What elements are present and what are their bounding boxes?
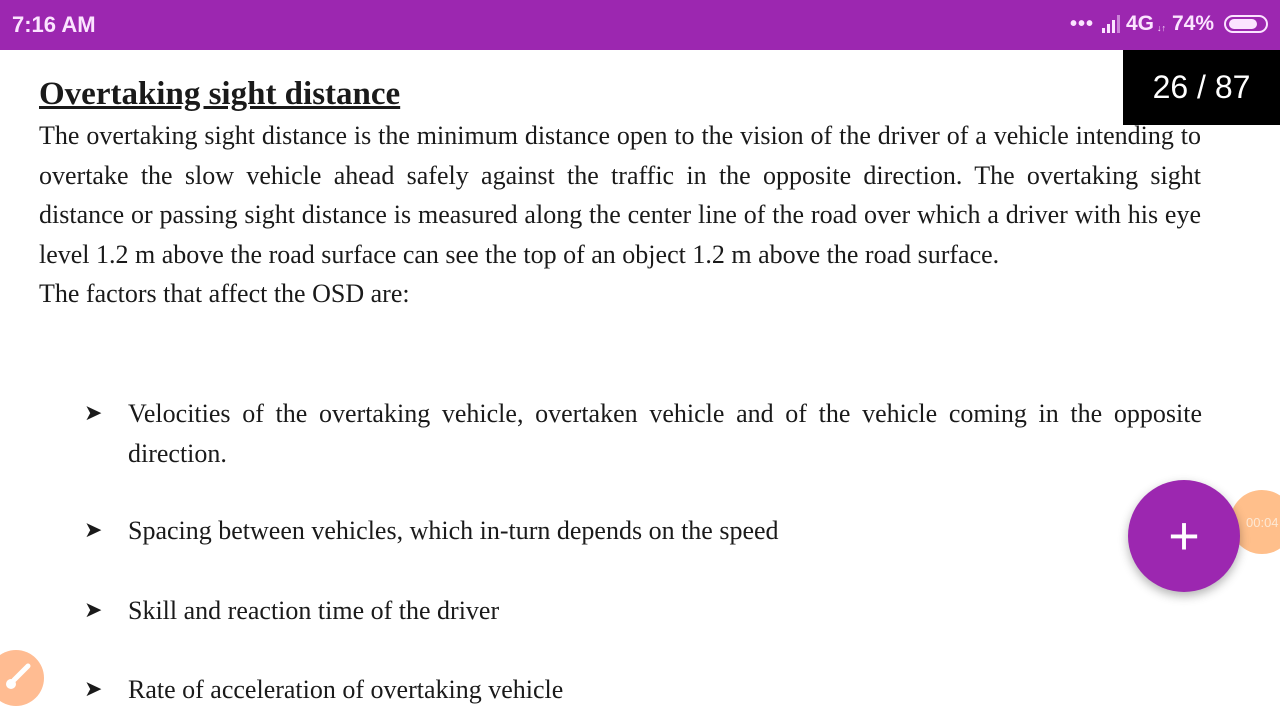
status-icons — [1070, 12, 1268, 36]
arrow-bullet-icon: ➤ — [84, 597, 103, 623]
data-activity-icon: ↓↑ — [1156, 23, 1166, 33]
screen-recorder-bubble[interactable]: 00:04 — [1230, 490, 1280, 554]
document-page — [39, 72, 1201, 314]
battery-icon — [1224, 15, 1268, 33]
clock: 7:16 AM — [12, 12, 96, 37]
network-type: 4G — [1125, 12, 1154, 35]
paint-brush-icon — [2, 662, 34, 694]
more-notifications-icon: ••• — [1069, 12, 1094, 35]
list-item-text: Velocities of the overtaking vehicle, overtaken vehicle and of the vehicle coming in the opposite direction. — [128, 399, 1202, 468]
list-item — [84, 511, 1202, 551]
battery-percent: 74% — [1171, 12, 1214, 35]
list-item — [84, 591, 1202, 631]
list-item-text: Rate of acceleration of overtaking vehicle — [128, 675, 564, 705]
brush-tool-bubble[interactable] — [0, 650, 44, 706]
status-bar — [0, 0, 1280, 50]
list-item-text: Skill and reaction time of the driver — [128, 595, 500, 625]
arrow-bullet-icon: ➤ — [84, 401, 103, 426]
section-title: Overtaking sight distance — [39, 76, 401, 112]
arrow-bullet-icon: ➤ — [84, 518, 103, 544]
factors-list — [84, 394, 1202, 710]
arrow-bullet-icon: ➤ — [84, 677, 103, 703]
add-fab-button[interactable]: + — [1128, 480, 1240, 592]
factors-intro: The factors that affect the OSD are: — [39, 279, 410, 309]
list-item — [84, 394, 1202, 473]
definition-paragraph: The overtaking sight distance is the minimum distance open to the vision of the driver of a vehicle intending to overtake the slow vehicle ahead safely against the traffic in the opposite direction. The overtaking sight distance or passing sight distance is measured along the center line of the road over which a driver with his eye level 1.2 m above the road surface can see the top of an object 1.2 m above the road surface. — [39, 121, 1201, 269]
page-counter: 26 / 87 — [1123, 50, 1280, 125]
list-item-text: Spacing between vehicles, which in-turn depends on the speed — [128, 516, 779, 546]
signal-strength-icon — [1102, 15, 1120, 33]
list-item — [84, 670, 1202, 710]
